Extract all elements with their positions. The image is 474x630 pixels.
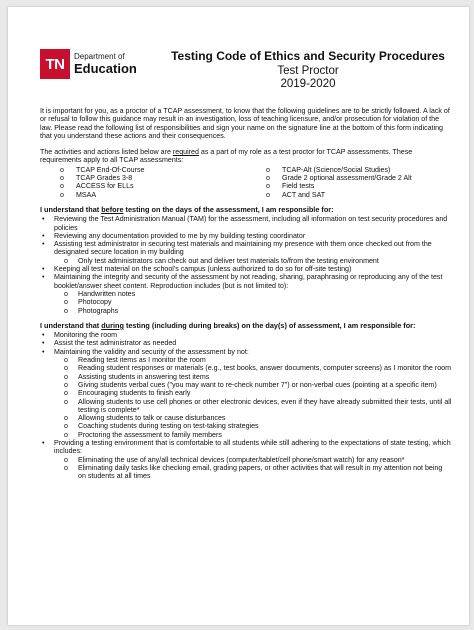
- assessment-list: [40, 166, 452, 199]
- list-item: o ACCESS for ELLs: [40, 182, 246, 190]
- tn-logo-mark: TN: [40, 49, 70, 79]
- sub-list-item: o Reading student responses or materials (e.g., test books, answer documents, computer screens) as I monitor the room: [40, 364, 452, 372]
- document-page: [8, 7, 469, 625]
- document-title: Testing Code of Ethics and Security Procedures: [171, 49, 445, 63]
- assessment-list-right: [246, 166, 452, 199]
- list-item: o Field tests: [246, 182, 452, 190]
- sub-list-item: o Giving students verbal cues ("you may want to re-check number 7") or non-verbal cues (pointing at a specific item): [40, 381, 452, 389]
- list-item: • Maintaining the validity and security of the assessment by not:: [40, 348, 452, 356]
- list-item: • Providing a testing environment that is comfortable to all students while still adhering to the expectations of state testing, which includes:: [40, 439, 452, 456]
- sub-list-item: o Photographs: [40, 307, 452, 315]
- sub-list-item: o Allowing students to talk or cause disturbances: [40, 414, 452, 422]
- list-item: • Monitoring the room: [40, 331, 452, 339]
- logo-dept-text: Department of: [74, 52, 125, 61]
- list-item: • Reviewing any documentation provided to me by my building testing coordinator: [40, 232, 452, 240]
- list-item: o TCAP Grades 3-8: [40, 174, 246, 182]
- sub-list-item: o Eliminating daily tasks like checking email, grading papers, or other activities that will result in my attention not being on students at all times: [40, 464, 452, 481]
- sub-list-item: o Only test administrators can check out and deliver test materials to/from the testing environment: [40, 257, 452, 265]
- tn-education-logo: [40, 49, 137, 79]
- sub-list-item: o Eliminating the use of any/all technical devices (computer/tablet/cell phone/smart watch) for any reason*: [40, 456, 452, 464]
- sub-list-item: o Encouraging students to finish early: [40, 389, 452, 397]
- activities-paragraph: The activities and actions listed below are required as a part of my role as a test proctor for TCAP assessments. These requirements apply to all TCAP assessments:: [40, 148, 413, 165]
- intro-paragraph: It is important for you, as a proctor of a TCAP assessment, to know that the following guidelines are to be strictly followed. A lack of or refusal to follow this guidance may result in an investigation, loss of teaching licensure, and/or prosecution for violation of the law. Please read the following list of responsibilities and sign your name on the signature line at the bottom of this form indicating that you understand these actions and their consequences.: [40, 107, 450, 140]
- sub-list-item: o Coaching students during testing on test-taking strategies: [40, 422, 452, 430]
- list-item: o Grade 2 optional assessment/Grade 2 Alt: [246, 174, 452, 182]
- list-item: o TCAP End-Of-Course: [40, 166, 246, 174]
- list-item: • Assisting test administrator in securing test materials and maintaining my presence with them once checked out from the designated secure location in my building: [40, 240, 452, 257]
- before-list: [40, 215, 452, 315]
- before-word: before: [101, 204, 124, 214]
- list-item: • Assist the test administrator as needed: [40, 339, 452, 347]
- list-item: o MSAA: [40, 191, 246, 199]
- sub-list-item: o Proctoring the assessment to family members: [40, 431, 452, 439]
- list-item: o TCAP-Alt (Science/Social Studies): [246, 166, 452, 174]
- sub-list-item: o Assisting students in answering test items: [40, 373, 452, 381]
- list-item: • Keeping all test material on the school's campus (unless authorized to do so for off-site testing): [40, 265, 452, 273]
- document-subtitle: Test Proctor: [277, 65, 339, 77]
- document-year: 2019-2020: [280, 78, 336, 90]
- document-body: [40, 107, 452, 480]
- list-item: • Maintaining the integrity and security of the assessment by not reading, sharing, paraphrasing or reproducing any of the test booklet/answer sheet content. Reproduction includes (but is not limited to):: [40, 273, 452, 290]
- during-heading: I understand that during testing (including during breaks) on the day(s) of assessment, I am responsible for:: [40, 320, 416, 330]
- sub-list-item: o Photocopy: [40, 298, 452, 306]
- assessment-list-left: [40, 166, 246, 199]
- list-item: o ACT and SAT: [246, 191, 452, 199]
- before-heading: I understand that before testing on the days of the assessment, I am responsible for:: [40, 204, 334, 214]
- list-item: • Reviewing the Test Administration Manual (TAM) for the assessment, including all information on test security procedures and policies: [40, 215, 452, 232]
- sub-list-item: o Reading test items as I monitor the room: [40, 356, 452, 364]
- required-word: required: [172, 148, 199, 157]
- during-list: [40, 331, 452, 480]
- sub-list-item: o Handwritten notes: [40, 290, 452, 298]
- document-heading: [158, 49, 458, 90]
- during-word: during: [101, 320, 124, 330]
- sub-list-item: o Allowing students to use cell phones or other electronic devices, even if they have already submitted their tests, until all testing is complete*: [40, 398, 452, 415]
- logo-edu-text: Education: [74, 61, 137, 76]
